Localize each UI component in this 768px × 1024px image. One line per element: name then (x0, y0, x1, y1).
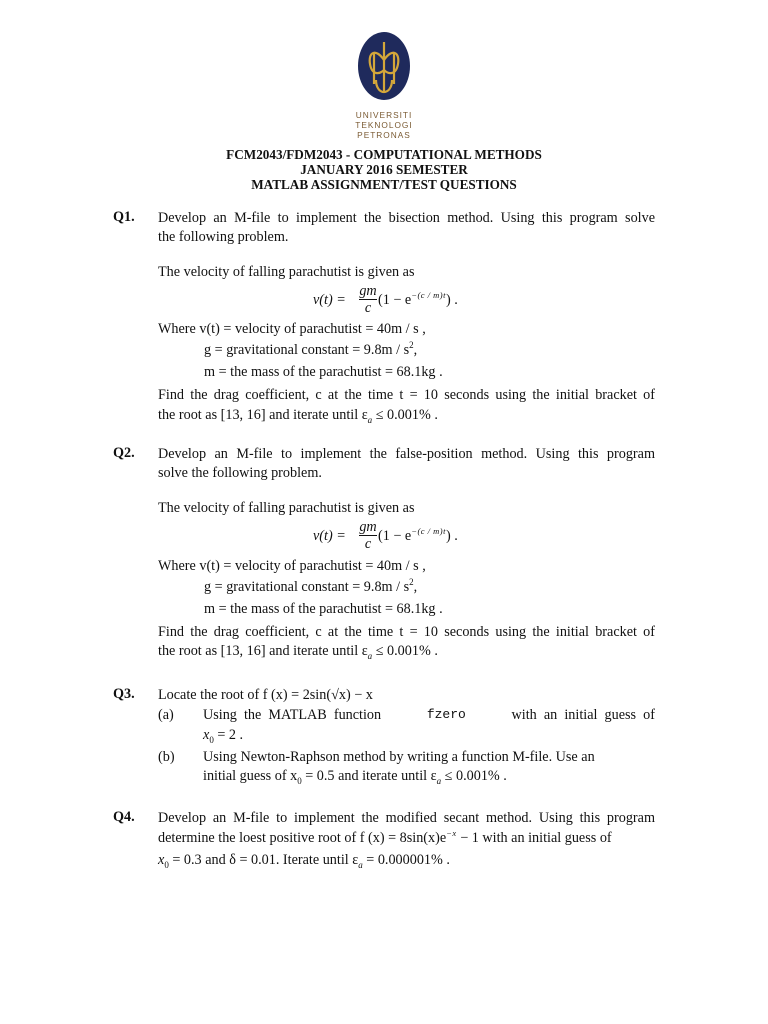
q1-where-mass: m = the mass of the parachutist = 68.1kg . (204, 364, 443, 380)
q3-part-a-line: $x_0 = 2$ . (203, 727, 244, 745)
q3-part-label: (b) (158, 749, 175, 765)
logo-text (346, 110, 422, 140)
q4-line: Develop an M-file to implement the modified secant method. Using this program (158, 810, 655, 826)
question-number: Q2. (113, 445, 135, 461)
q2-where-gravity: g = gravitational constant = $9.8m / s^2$, (204, 577, 418, 595)
q1-intro-line: the following problem. (158, 229, 289, 245)
q2-where-velocity: Where v(t) = velocity of parachutist = 40m / s , (158, 558, 426, 574)
q2-given-text: The velocity of falling parachutist is given as (158, 500, 415, 516)
q4-line: $x_0 = 0.3$ and δ = 0.01. Iterate until $\varepsilon_a = 0.000001\%$ . (158, 852, 450, 870)
q2-find-line: the root as [13, 16] and iterate until $\varepsilon_a \le 0.001\%$ . (158, 643, 438, 661)
q1-intro-line: Develop an M-file to implement the bisection method. Using this program solve (158, 210, 655, 226)
question-number: Q4. (113, 809, 135, 825)
logo-text-line: UNIVERSITI (355, 110, 413, 120)
logo-text-line: TEKNOLOGI (355, 120, 413, 130)
fzero-function-name: fzero (426, 707, 466, 722)
question-number: Q3. (113, 686, 135, 702)
q3-part-b-line: initial guess of $x_0 = 0.5$ and iterate until $\varepsilon_a \le 0.001\%$ . (203, 768, 507, 786)
q1-where-gravity: g = gravitational constant = $9.8m / s^2$, (204, 340, 418, 358)
q3-part-b-line: Using Newton-Raphson method by writing a function M-file. Use an (203, 749, 595, 765)
semester-title: JANUARY 2016 SEMESTER (300, 162, 468, 177)
q3-part-a-line: Using the MATLAB function fzero with an initial guess of (203, 707, 655, 723)
q3-intro: Locate the root of f (x) = 2sin(√x) − x (158, 687, 373, 703)
utp-crest-icon (346, 30, 422, 110)
q2-where-mass: m = the mass of the parachutist = 68.1kg . (204, 601, 443, 617)
q2-find-line: Find the drag coefficient, c at the time t = 10 seconds using the initial bracket of (158, 624, 655, 640)
question-number: Q1. (113, 209, 135, 225)
q1-find-line: Find the drag coefficient, c at the time t = 10 seconds using the initial bracket of (158, 387, 655, 403)
q4-line: determine the loest positive root of f $(x) = 8\sin(x)e^{-x} - 1$ with an initial guess of (158, 828, 612, 846)
course-title: FCM2043/FDM2043 - COMPUTATIONAL METHODS (226, 147, 542, 162)
q1-where-velocity: Where v(t) = velocity of parachutist = 40m / s , (158, 321, 426, 337)
q3-part-label: (a) (158, 707, 174, 723)
q1-find-line: the root as [13, 16] and iterate until $\varepsilon_a \le 0.001\%$ . (158, 407, 438, 425)
logo-text-line: PETRONAS (357, 130, 411, 140)
assignment-title: MATLAB ASSIGNMENT/TEST QUESTIONS (251, 177, 517, 192)
q2-intro-line: solve the following problem. (158, 465, 322, 481)
q2-intro-line: Develop an M-file to implement the false-position method. Using this program (158, 446, 655, 462)
q1-given-text: The velocity of falling parachutist is given as (158, 264, 415, 280)
